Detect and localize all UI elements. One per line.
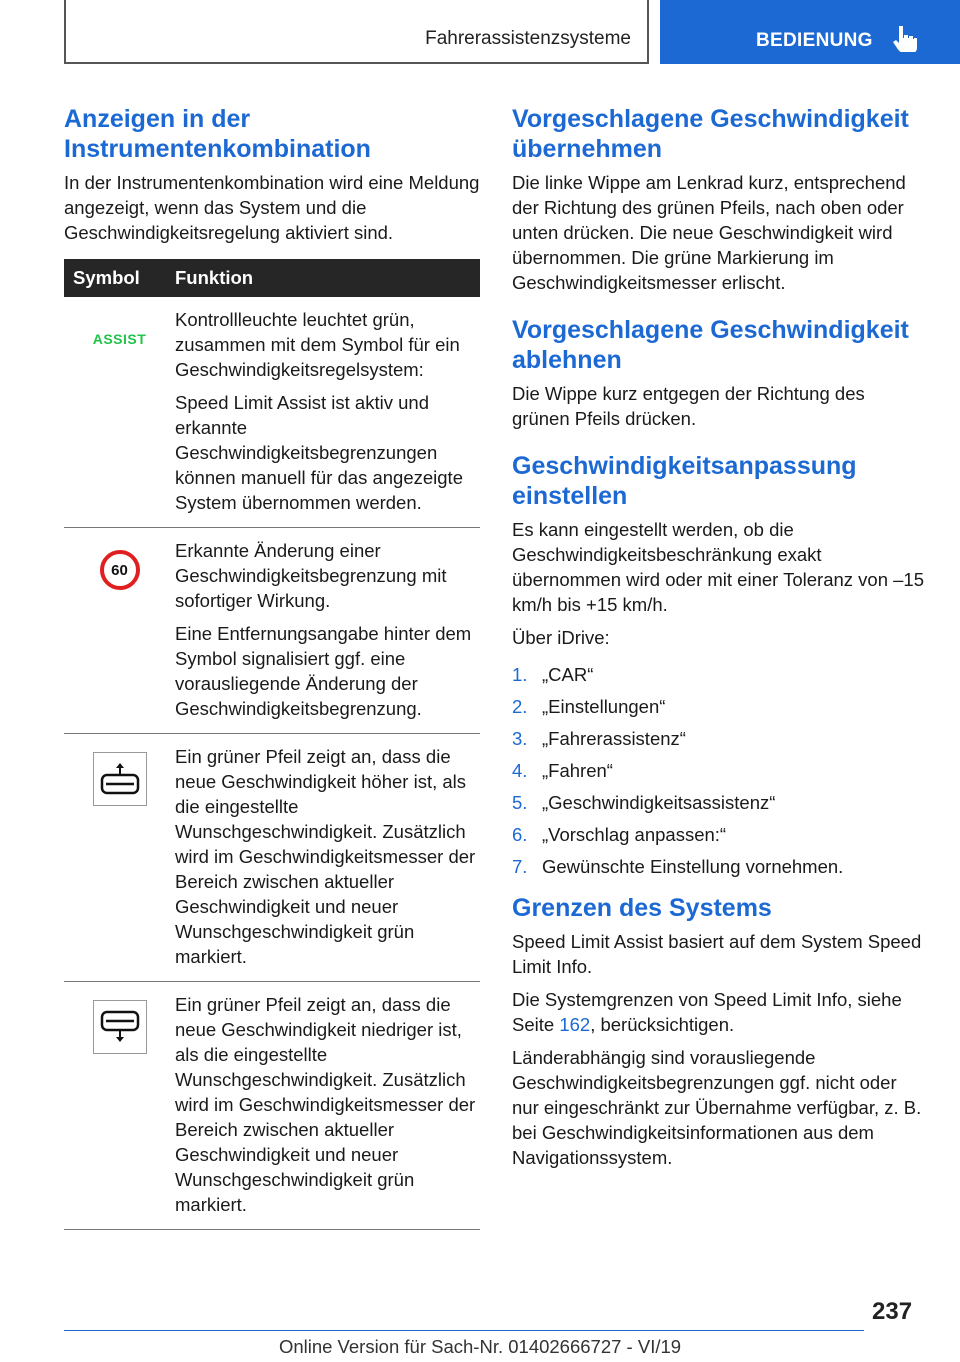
limits-text-2-pre: Die Systemgrenzen von Speed Limit Info, siehe Seite [512, 989, 902, 1035]
section-heading-accept: Vorgeschlagene Geschwindigkeit übernehmen [512, 105, 909, 163]
arrow-down-icon [93, 1000, 147, 1054]
table-row [64, 734, 480, 982]
speed-limit-value: 60 [111, 561, 128, 579]
arrow-up-icon [93, 752, 147, 806]
page-reference-link[interactable]: 162 [559, 1014, 591, 1035]
section-heading-display: Anzeigen in der Instrumentenkombination [64, 105, 371, 163]
table-cell-function [175, 538, 480, 721]
table-cell-symbol [64, 307, 175, 515]
step-text: Gewünschte Einstellung vornehmen. [542, 856, 844, 877]
header-section-title: Fahrerassistenzsysteme [425, 28, 631, 49]
step-number: 5. [512, 792, 528, 813]
table-cell-symbol [64, 992, 175, 1217]
function-text: Ein grüner Pfeil zeigt an, dass die neue Geschwindigkeit niedriger ist, als die eingestellte Wunschgeschwindigkeit. Zusätzlich wird im Geschwindigkeitsmesser der Bereich zwischen aktueller Geschwindigkeit und neuer Wunschgeschwindigkeit grün markiert. [175, 994, 476, 1215]
footer-divider [64, 1330, 864, 1331]
list-item [512, 694, 926, 719]
table-header [64, 259, 480, 297]
function-text: Kontrollleuchte leuchtet grün, zusammen mit dem Symbol für ein Geschwindigkeitsregelsystem: [175, 309, 460, 380]
assist-icon: ASSIST [92, 331, 147, 347]
adjust-text: Es kann eingestellt werden, ob die Geschwindigkeitsbeschränkung exakt übernommen wird oder mit einer Toleranz von –15 km/h bis +15 km/h. [512, 519, 925, 615]
step-text: „Geschwindigkeitsassistenz“ [542, 792, 776, 813]
limits-text-1: Speed Limit Assist basiert auf dem System Speed Limit Info. [512, 931, 922, 977]
step-number: 6. [512, 824, 528, 845]
function-text: Speed Limit Assist ist aktiv und erkannte Geschwindigkeitsbegrenzungen können manuell für das angezeigte System übernommen werden. [175, 392, 463, 513]
function-text: Eine Entfernungsangabe hinter dem Symbol signalisiert ggf. eine vorausliegende Änderung der Geschwindigkeitsbegrenzung. [175, 623, 472, 719]
idrive-steps-list [512, 662, 926, 879]
table-cell-function [175, 744, 480, 969]
table-header-symbol: Symbol [73, 267, 140, 288]
list-item [512, 758, 926, 783]
idrive-label: Über iDrive: [512, 627, 610, 648]
running-header-chapter [660, 0, 960, 64]
left-column [64, 104, 480, 1230]
step-number: 4. [512, 760, 528, 781]
right-column [512, 104, 926, 1170]
limits-text-2-post: , berücksichtigen. [590, 1014, 735, 1035]
accept-text: Die linke Wippe am Lenkrad kurz, entsprechend der Richtung des grünen Pfeils, nach oben oder unten drücken. Die neue Geschwindigkeit wird übernommen. Die grüne Markierung im Geschwindigkeitsmesser erlischt. [512, 172, 906, 293]
table-cell-function [175, 992, 480, 1217]
step-number: 2. [512, 696, 528, 717]
step-text: „Fahren“ [542, 760, 613, 781]
table-cell-symbol [64, 744, 175, 969]
section-heading-limits: Grenzen des Systems [512, 894, 772, 922]
table-row [64, 982, 480, 1230]
table-cell-function [175, 307, 480, 515]
step-text: „Einstellungen“ [542, 696, 666, 717]
limits-text-3: Länderabhängig sind vorausliegende Geschwindigkeitsbegrenzungen ggf. nicht oder nur eingeschränkt zur Übernahme verfügbar, z. B. bei Geschwindigkeitsinformationen aus dem Navigationssystem. [512, 1047, 922, 1168]
display-intro-text: In der Instrumentenkombination wird eine Meldung angezeigt, wenn das System und die Geschwindigkeitsregelung aktiviert sind. [64, 172, 480, 243]
list-item [512, 662, 926, 687]
table-row [64, 528, 480, 734]
section-heading-reject: Vorgeschlagene Geschwindigkeit ablehnen [512, 316, 909, 374]
function-text: Erkannte Änderung einer Geschwindigkeitsbegrenzung mit sofortiger Wirkung. [175, 540, 447, 611]
reject-text: Die Wippe kurz entgegen der Richtung des grünen Pfeils drücken. [512, 383, 865, 429]
function-text: Ein grüner Pfeil zeigt an, dass die neue Geschwindigkeit höher ist, als die eingestellte Wunschgeschwindigkeit. Zusätzlich wird im Geschwindigkeitsmesser der Bereich zwischen aktueller Geschwindigkeit und neuer Wunschgeschwindigkeit grün markiert. [175, 746, 476, 967]
page-number: 237 [872, 1298, 913, 1325]
pointing-hand-icon [893, 24, 919, 52]
step-text: „Fahrerassistenz“ [542, 728, 686, 749]
section-heading-adjust: Geschwindigkeitsanpassung einstellen [512, 452, 857, 510]
step-text: „CAR“ [542, 664, 594, 685]
step-number: 3. [512, 728, 528, 749]
footer-online-version: Online Version für Sach-Nr. 01402666727 - VI/19 [278, 1336, 682, 1357]
header-chapter-title: BEDIENUNG [756, 30, 873, 51]
running-header-section [64, 0, 649, 64]
step-number: 7. [512, 856, 528, 877]
list-item [512, 726, 926, 751]
step-number: 1. [512, 664, 528, 685]
symbol-table [64, 259, 480, 1230]
table-cell-symbol [64, 538, 175, 721]
list-item [512, 854, 926, 879]
step-text: „Vorschlag anpassen:“ [542, 824, 727, 845]
list-item [512, 790, 926, 815]
speed-limit-sign-icon [100, 550, 140, 590]
limits-text-2 [512, 987, 926, 1037]
table-row [64, 297, 480, 528]
list-item [512, 822, 926, 847]
table-header-function: Funktion [175, 267, 254, 288]
